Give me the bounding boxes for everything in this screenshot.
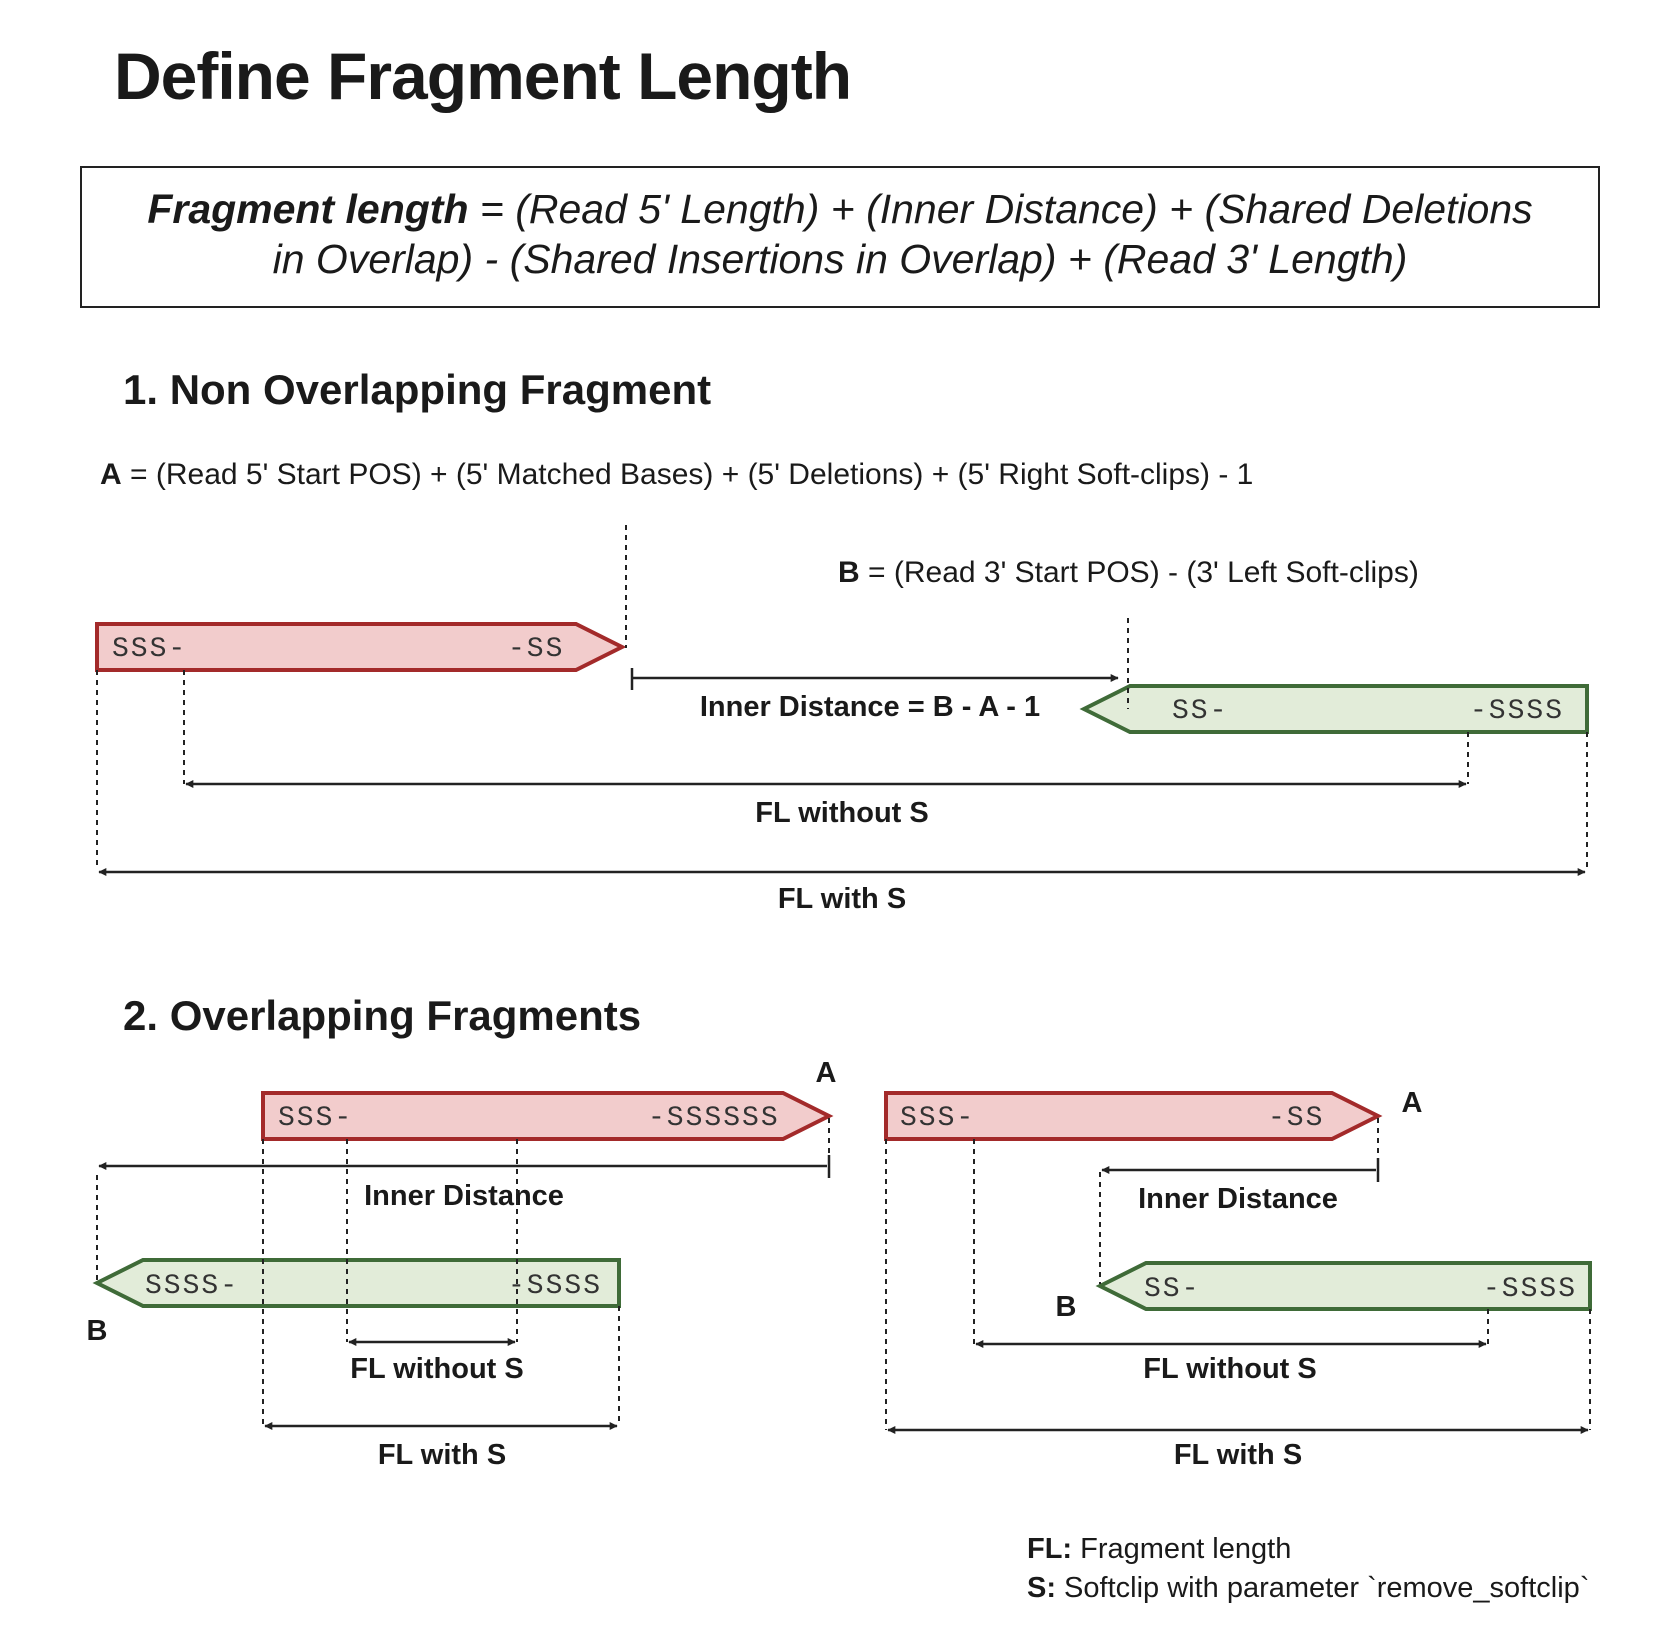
definition-a-text: = (Read 5' Start POS) + (5' Matched Bases) + (5' Deletions) + (5' Right Soft-clips) - 1 <box>121 458 1254 491</box>
legend-s-key: S: <box>1027 1572 1056 1604</box>
overlap-right-inner-distance-label: Inner Distance <box>1138 1183 1338 1215</box>
overlap-left-label-b: B <box>86 1315 108 1347</box>
read-3-left-softclip: SS- <box>1172 696 1229 727</box>
fl-with-s-label: FL with S <box>777 883 907 915</box>
overlap-left-inner-distance-label: Inner Distance <box>364 1180 564 1212</box>
overlap-right-read-3-right-softclip: -SSSS <box>1483 1274 1578 1305</box>
fl-without-s-label: FL without S <box>755 797 929 829</box>
overlap-left-read-5-right-softclip: -SSSSSS <box>648 1103 780 1134</box>
overlap-left-fl-without-s-label: FL without S <box>350 1353 524 1385</box>
section-1-diagram <box>97 525 1587 915</box>
read-5-right-softclip: -SS <box>508 634 565 665</box>
legend-s <box>1027 1569 1589 1608</box>
section-1-heading: 1. Non Overlapping Fragment <box>123 366 712 413</box>
overlap-right-fl-without-s-label: FL without S <box>1143 1353 1317 1385</box>
definition-a-label: A <box>100 458 122 491</box>
page-title: Define Fragment Length <box>114 39 852 113</box>
overlap-left-read-5-left-softclip: SSS- <box>278 1103 354 1134</box>
section-2-heading: 2. Overlapping Fragments <box>123 992 642 1039</box>
read-3-right-softclip: -SSSS <box>1470 696 1565 727</box>
section-2-left-diagram <box>87 1057 837 1471</box>
overlap-left-read-3-left-softclip: SSSS- <box>145 1271 240 1302</box>
overlap-right-read-5-left-softclip: SSS- <box>900 1103 976 1134</box>
legend-fl <box>1027 1530 1589 1569</box>
legend-fl-text: Fragment length <box>1072 1533 1292 1565</box>
legend-fl-key: FL: <box>1027 1533 1073 1565</box>
legend <box>1027 1530 1589 1608</box>
overlap-right-label-b: B <box>1055 1291 1077 1323</box>
formula-line-2: in Overlap) - (Shared Insertions in Overlap) + (Read 3' Length) <box>272 236 1408 282</box>
read-5-left-softclip: SSS- <box>112 634 188 665</box>
definition-b-label: B <box>838 556 860 589</box>
overlap-right-label-a: A <box>1401 1087 1423 1119</box>
overlap-left-fl-with-s-label: FL with S <box>377 1439 507 1471</box>
inner-distance-label: Inner Distance = B - A - 1 <box>699 691 1041 723</box>
overlap-right-fl-with-s-label: FL with S <box>1173 1439 1303 1471</box>
overlap-right-read-5-right-softclip: -SS <box>1268 1103 1325 1134</box>
formula-term: Fragment length <box>147 186 469 232</box>
formula-line-1-rest: = (Read 5' Length) + (Inner Distance) + (Shared Deletions <box>468 186 1533 232</box>
overlap-left-read-3-right-softclip: -SSSS <box>508 1271 603 1302</box>
overlap-right-read-3-left-softclip: SS- <box>1144 1274 1201 1305</box>
overlap-left-label-a: A <box>815 1057 837 1089</box>
legend-s-text: Softclip with parameter `remove_softclip` <box>1056 1572 1590 1604</box>
definition-b-text: = (Read 3' Start POS) - (3' Left Soft-clips) <box>859 556 1419 589</box>
section-2-right-diagram <box>886 1087 1590 1471</box>
